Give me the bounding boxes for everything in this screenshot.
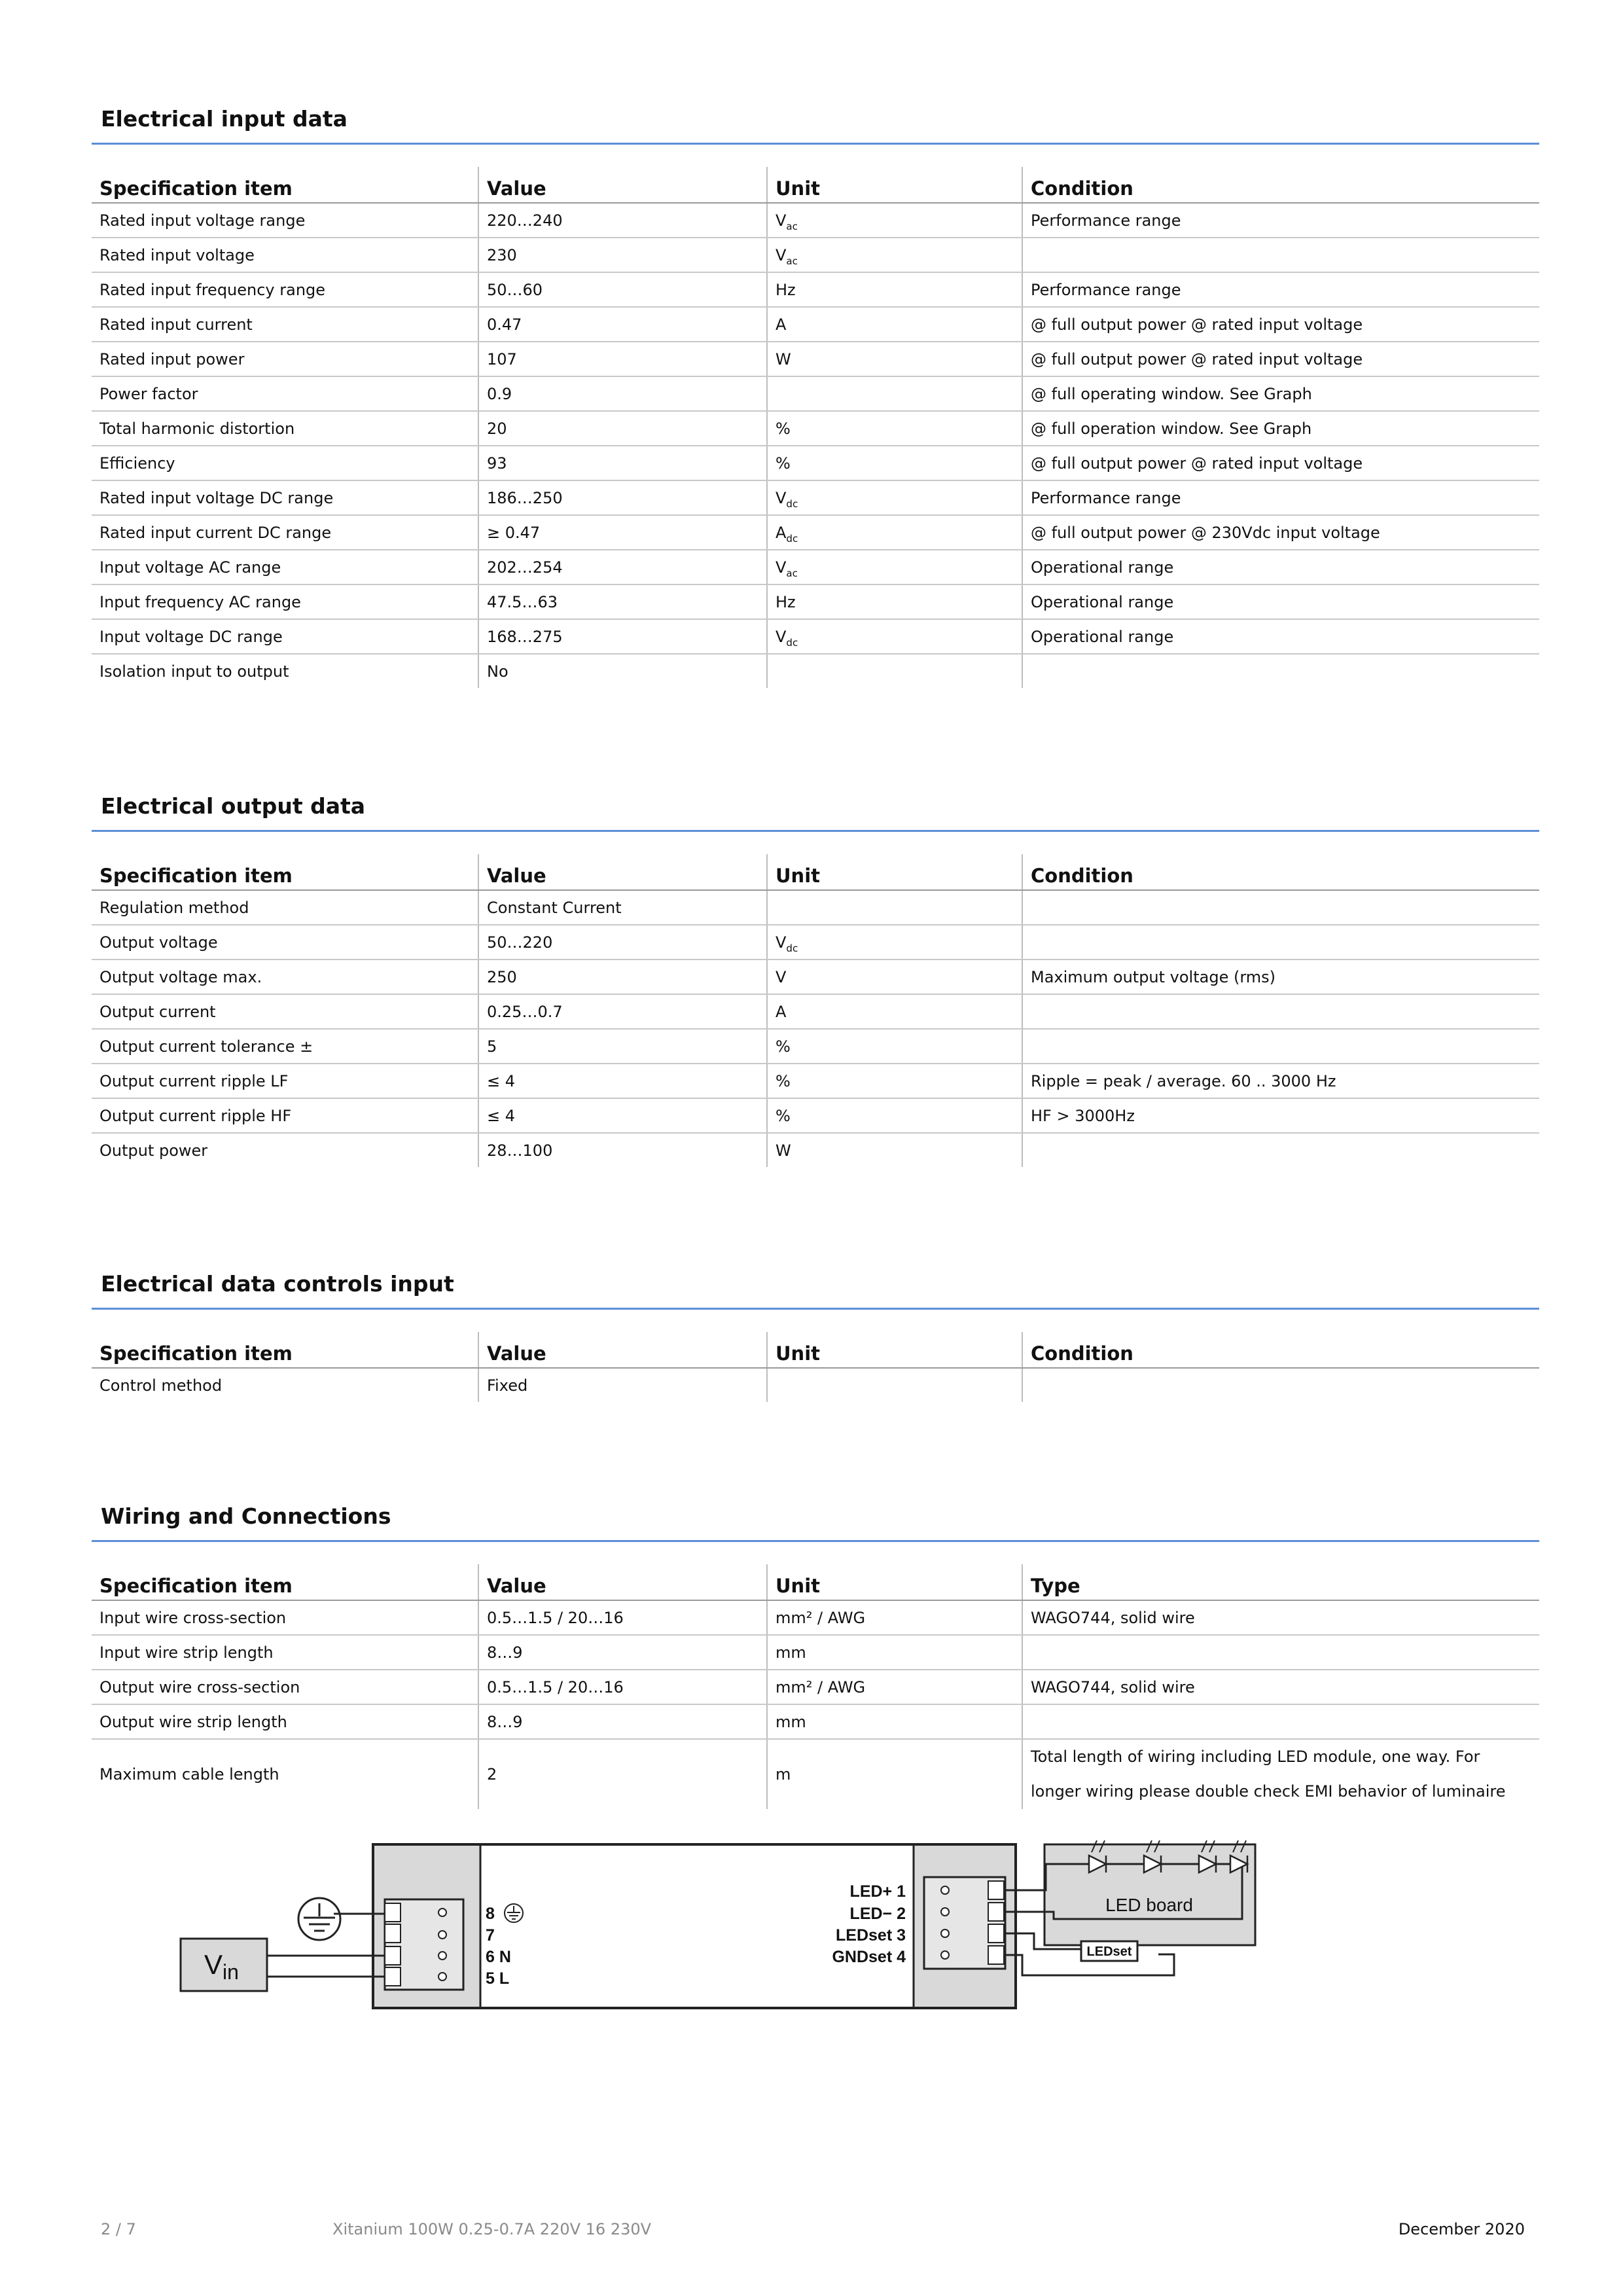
- condition-cell: [1022, 925, 1539, 960]
- condition-cell: Maximum output voltage (rms): [1022, 960, 1539, 994]
- spec-item-cell: Input voltage AC range: [92, 550, 478, 584]
- value-cell: 168…275: [478, 619, 767, 654]
- spec-item-cell: Output voltage max.: [92, 960, 478, 994]
- unit-cell: [767, 654, 1022, 688]
- spec-item-cell: Output current ripple LF: [92, 1064, 478, 1098]
- table-row: [92, 272, 1539, 307]
- unit-cell: V: [767, 960, 1022, 994]
- table-row: [92, 1098, 1539, 1133]
- spec-item-cell: Input frequency AC range: [92, 584, 478, 619]
- earth-symbol-small: [505, 1904, 523, 1922]
- section-divider: [92, 830, 1539, 832]
- value-cell: 0.47: [478, 307, 767, 342]
- spec-item-cell: Input voltage DC range: [92, 619, 478, 654]
- section-title: Wiring and Connections: [101, 1503, 391, 1529]
- page-number: 2 / 7: [101, 2220, 136, 2238]
- value-cell: 50…60: [478, 272, 767, 307]
- spec-table: [92, 1332, 1539, 1402]
- spec-item-cell: Rated input voltage DC range: [92, 480, 478, 515]
- spec-item-cell: Regulation method: [92, 890, 478, 925]
- section-electrical-output: [92, 785, 1539, 1167]
- unit-cell: mm: [767, 1635, 1022, 1670]
- output-terminal-label: LEDset 3: [836, 1926, 906, 1945]
- spec-item-cell: Power factor: [92, 376, 478, 411]
- ledset-label: LEDset: [1086, 1945, 1132, 1959]
- table-row: [92, 994, 1539, 1029]
- spec-table: [92, 854, 1539, 1167]
- table-row: [92, 411, 1539, 446]
- vin-label: Vin: [204, 1949, 239, 1984]
- wiring-diagram: [157, 1826, 1335, 2016]
- unit-cell: %: [767, 1098, 1022, 1133]
- value-cell: No: [478, 654, 767, 688]
- table-row: [92, 480, 1539, 515]
- spec-item-cell: Rated input current DC range: [92, 515, 478, 550]
- earth-icon: [298, 1898, 340, 1940]
- unit-cell: [767, 376, 1022, 411]
- value-cell: ≤ 4: [478, 1064, 767, 1098]
- spec-item-cell: Isolation input to output: [99, 662, 289, 681]
- table-header-row: [92, 854, 1539, 890]
- condition-cell: WAGO744, solid wire: [1022, 1670, 1539, 1704]
- table-row: [92, 1029, 1539, 1064]
- column-header: Unit: [767, 1332, 1022, 1368]
- value-cell: 250: [478, 960, 767, 994]
- value-cell: 202…254: [478, 550, 767, 584]
- condition-cell: [1022, 1029, 1539, 1064]
- output-terminal-label: LED+ 1: [849, 1882, 906, 1901]
- table-row: [92, 1600, 1539, 1635]
- spec-item-cell: Rated input voltage: [92, 238, 478, 272]
- unit-cell: %: [767, 1064, 1022, 1098]
- condition-cell: @ full output power @ 230Vdc input voltage: [1022, 515, 1539, 550]
- condition-cell: Operational range: [1022, 619, 1539, 654]
- condition-cell: Total length of wiring including LED module, one way. For longer wiring please double check EMI behavior of luminaire: [1022, 1739, 1539, 1809]
- unit-cell: $V_{dc}$: [767, 925, 1022, 960]
- table-row: [92, 619, 1539, 654]
- condition-cell: [1022, 1704, 1539, 1739]
- table-row: [92, 203, 1539, 238]
- value-cell: 5: [478, 1029, 767, 1064]
- section-divider: [92, 1540, 1539, 1542]
- table-row: [92, 376, 1539, 411]
- spec-item-cell: Rated input current: [92, 307, 478, 342]
- table-row: [92, 890, 1539, 925]
- condition-cell: Operational range: [1022, 584, 1539, 619]
- output-terminal-label: LED− 2: [849, 1905, 906, 1923]
- value-cell: 2: [478, 1739, 767, 1809]
- condition-cell: @ full output power @ rated input voltage: [1022, 307, 1539, 342]
- column-header: Value: [478, 167, 767, 203]
- condition-cell: @ full operation window. See Graph: [1022, 411, 1539, 446]
- table-header-row: [92, 1564, 1539, 1600]
- unit-cell: %: [767, 411, 1022, 446]
- unit-cell: $V_{dc}$: [767, 619, 1022, 654]
- value-cell: 220…240: [478, 203, 767, 238]
- condition-cell: Performance range: [1022, 203, 1539, 238]
- section-title: Electrical data controls input: [101, 1271, 454, 1297]
- value-cell: ≥ 0.47: [478, 515, 767, 550]
- column-header: Condition: [1022, 167, 1539, 203]
- column-header: Unit: [767, 167, 1022, 203]
- condition-cell: [1022, 654, 1539, 688]
- value-cell: 0.5…1.5 / 20…16: [478, 1670, 767, 1704]
- value-cell: 8…9: [478, 1635, 767, 1670]
- unit-cell: [767, 1368, 1022, 1402]
- condition-cell: HF > 3000Hz: [1022, 1098, 1539, 1133]
- condition-cell: @ full operating window. See Graph: [1022, 376, 1539, 411]
- section-wiring-connections: [92, 1496, 1539, 1809]
- output-terminal-label: GNDset 4: [832, 1948, 906, 1966]
- terminal-label: 5 L: [486, 1969, 510, 1988]
- spec-table: [92, 167, 1539, 688]
- table-row: [92, 1704, 1539, 1739]
- condition-cell: [1022, 994, 1539, 1029]
- column-header: Specification item: [92, 1332, 478, 1368]
- column-header: Type: [1022, 1564, 1539, 1600]
- table-row: [92, 307, 1539, 342]
- condition-cell: [1022, 1133, 1539, 1167]
- unit-cell: Hz: [767, 584, 1022, 619]
- table-row: [92, 1739, 1539, 1809]
- section-controls-input: [92, 1263, 1539, 1402]
- section-title: Electrical input data: [101, 106, 348, 132]
- unit-cell: mm: [767, 1704, 1022, 1739]
- table-row: [92, 925, 1539, 960]
- condition-cell: Ripple = peak / average. 60 .. 3000 Hz: [1022, 1064, 1539, 1098]
- condition-cell: Performance range: [1022, 272, 1539, 307]
- value-cell: 230: [478, 238, 767, 272]
- document-date: December 2020: [1398, 2220, 1525, 2238]
- spec-item-cell: Output current ripple HF: [92, 1098, 478, 1133]
- product-name: Xitanium 100W 0.25-0.7A 220V 16 230V: [332, 2220, 652, 2238]
- value-cell: 28…100: [478, 1133, 767, 1167]
- value-cell: 186…250: [478, 480, 767, 515]
- column-header: Unit: [767, 854, 1022, 890]
- spec-item-cell: Efficiency: [92, 446, 478, 480]
- unit-cell: Hz: [767, 272, 1022, 307]
- table-row: [92, 515, 1539, 550]
- unit-cell: %: [767, 446, 1022, 480]
- spec-item-cell: Output current tolerance ±: [92, 1029, 478, 1064]
- spec-table: [92, 1564, 1539, 1809]
- value-cell: 8…9: [478, 1704, 767, 1739]
- led-board-label: LED board: [1105, 1895, 1193, 1915]
- value-cell: 47.5…63: [478, 584, 767, 619]
- spec-item-cell: Input wire strip length: [92, 1635, 478, 1670]
- column-header: Value: [478, 854, 767, 890]
- section-divider: [92, 1308, 1539, 1310]
- terminal-label: 6 N: [486, 1948, 511, 1966]
- spec-item-cell: Total harmonic distortion: [92, 411, 478, 446]
- column-header: Condition: [1022, 854, 1539, 890]
- spec-item-cell: Rated input power: [92, 342, 478, 376]
- table-header-row: [92, 1332, 1539, 1368]
- spec-item-cell: Control method: [99, 1376, 223, 1395]
- unit-cell: A: [767, 994, 1022, 1029]
- table-row: [92, 960, 1539, 994]
- spec-item-cell: Output current: [92, 994, 478, 1029]
- table-header-row: [92, 167, 1539, 203]
- condition-cell: WAGO744, solid wire: [1022, 1600, 1539, 1635]
- unit-cell: $V_{ac}$: [767, 203, 1022, 238]
- section-electrical-input: [92, 98, 1539, 688]
- table-row: [92, 1635, 1539, 1670]
- column-header: Specification item: [92, 854, 478, 890]
- section-divider: [92, 143, 1539, 145]
- terminal-label: 7: [486, 1926, 495, 1945]
- unit-cell: W: [767, 1133, 1022, 1167]
- value-cell: 0.9: [478, 376, 767, 411]
- column-header: Specification item: [92, 167, 478, 203]
- unit-cell: $V_{dc}$: [767, 480, 1022, 515]
- section-title: Electrical output data: [101, 793, 366, 819]
- spec-item-cell: Output power: [99, 1141, 208, 1160]
- spec-item-cell: Output voltage: [92, 925, 478, 960]
- unit-cell: W: [767, 342, 1022, 376]
- spec-item-cell: Input wire cross-section: [92, 1600, 478, 1635]
- condition-cell: [1022, 1368, 1539, 1402]
- column-header: Value: [478, 1564, 767, 1600]
- value-cell: 0.5…1.5 / 20…16: [478, 1600, 767, 1635]
- value-cell: 0.25…0.7: [478, 994, 767, 1029]
- table-row: [92, 584, 1539, 619]
- unit-cell: m: [767, 1739, 1022, 1809]
- table-row: [92, 1064, 1539, 1098]
- table-row: [92, 550, 1539, 584]
- table-row: [92, 446, 1539, 480]
- value-cell: 50…220: [478, 925, 767, 960]
- unit-cell: %: [767, 1029, 1022, 1064]
- value-cell: 93: [478, 446, 767, 480]
- condition-cell: @ full output power @ rated input voltage: [1022, 446, 1539, 480]
- table-row: [92, 654, 1539, 688]
- table-row: [92, 238, 1539, 272]
- terminal-label: 8: [486, 1905, 495, 1923]
- condition-cell: [1022, 890, 1539, 925]
- condition-cell: Operational range: [1022, 550, 1539, 584]
- table-row: [92, 1133, 1539, 1167]
- unit-cell: $A_{dc}$: [767, 515, 1022, 550]
- column-header: Value: [478, 1332, 767, 1368]
- condition-cell: [1022, 1635, 1539, 1670]
- spec-item-cell: Output wire cross-section: [92, 1670, 478, 1704]
- table-row: [92, 342, 1539, 376]
- value-cell: 20: [478, 411, 767, 446]
- spec-item-cell: Output wire strip length: [92, 1704, 478, 1739]
- value-cell: 107: [478, 342, 767, 376]
- unit-cell: A: [767, 307, 1022, 342]
- unit-cell: mm² / AWG: [767, 1600, 1022, 1635]
- column-header: Specification item: [92, 1564, 478, 1600]
- unit-cell: mm² / AWG: [767, 1670, 1022, 1704]
- unit-cell: $V_{ac}$: [767, 550, 1022, 584]
- spec-item-cell: Rated input voltage range: [92, 203, 478, 238]
- value-cell: Fixed: [478, 1368, 767, 1402]
- column-header: Unit: [767, 1564, 1022, 1600]
- column-header: Condition: [1022, 1332, 1539, 1368]
- spec-item-cell: Rated input frequency range: [92, 272, 478, 307]
- condition-cell: [1022, 238, 1539, 272]
- condition-cell: Performance range: [1022, 480, 1539, 515]
- unit-cell: [767, 890, 1022, 925]
- value-cell: ≤ 4: [478, 1098, 767, 1133]
- spec-item-cell: Maximum cable length: [99, 1765, 279, 1784]
- unit-cell: $V_{ac}$: [767, 238, 1022, 272]
- value-cell: Constant Current: [478, 890, 767, 925]
- table-row: [92, 1670, 1539, 1704]
- table-row: [92, 1368, 1539, 1402]
- condition-cell: @ full output power @ rated input voltage: [1022, 342, 1539, 376]
